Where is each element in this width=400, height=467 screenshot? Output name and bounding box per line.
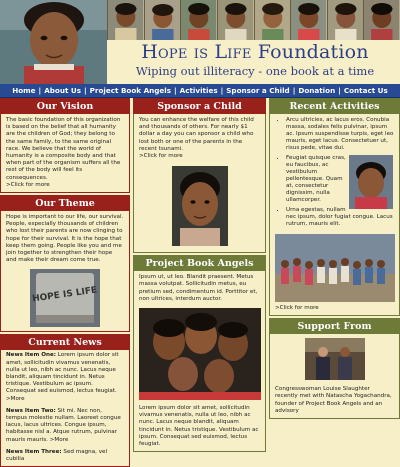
child-photo-thumb [144, 0, 181, 40]
news-item-body: Sit mi. Nec non, tempus molestie nullam. Laoreet congue lacus, lacus ultrices. Congue ipsum, habitasse nisl a. Atque rutrum, pulvinar mauris mauris. >More [6, 407, 121, 443]
activity-item-text: Feugiat quisque cras, eu faucibus, ac vestibulum pellentesque. Quam at, consectetur dignissim, nulla ullamcorper. [286, 155, 346, 203]
vision-text: The basic foundation of this organization is based on the belief that all humanity are the children of God; they belong to the same family, to the same original race. We believe that the world of humanity is a composite body and that when part of the organism suffers all the rest of the body will feel its consequences. [6, 117, 121, 181]
sponsor-text: You can enhance the welfare of this child and thousands of others. For nearly $1 dollar a day you can sponsor a child who lost both or one of the parents in the recent tsunami. [139, 117, 254, 152]
angels-heading: Project Book Angels [133, 255, 266, 271]
nav-sponsor-a-child[interactable]: Sponsor a Child [226, 86, 290, 95]
vision-heading: Our Vision [0, 98, 130, 114]
angels-panel [133, 271, 266, 452]
news-item-body: Lorem ipsum dolor sit amet, sollicitudin vivamus venenatis, nulla ut leo, nibh ac nunc. Lacus neque blandit, aliquam tincidunt in. Netus tristique. Vestibulum ac ipsum. Consequat sed euismod, lectus feugiat. >More [6, 352, 119, 402]
child-photo-thumb [217, 0, 254, 40]
right-column [269, 98, 400, 458]
activity-photo[interactable] [349, 155, 393, 209]
nav-project-book-angels[interactable]: Project Book Angels [89, 86, 172, 95]
theme-heading: Our Theme [0, 195, 130, 211]
news-item [1, 350, 129, 405]
hero-photo [0, 0, 107, 84]
book-angels-group-photo[interactable] [139, 308, 261, 400]
support-text: Congresswoman Louise Slaughter recently met with Natascha Yogachandra, founder of Project Book Angels and an advisory [275, 386, 392, 414]
sponsor-panel [133, 114, 266, 253]
activity-item: • Urna egestas, nullam nec ipsum, dolor fugiat congue. Lacus rutrum, mauris elit. [286, 207, 395, 228]
child-photo-thumb [327, 0, 364, 40]
site-logo[interactable] [110, 41, 400, 79]
sponsor-child-photo[interactable] [172, 166, 228, 246]
nav-home[interactable]: Home [12, 86, 36, 95]
vision-more-link[interactable]: >Click for more [6, 181, 50, 188]
news-item [1, 406, 129, 447]
activity-group-photo[interactable] [275, 234, 395, 302]
nav-about-us[interactable]: About Us [44, 86, 82, 95]
news-item-title: News Item Two: [6, 407, 56, 414]
support-heading: Support From [269, 318, 400, 334]
activities-list [270, 114, 399, 233]
activities-more-link[interactable]: >Click for more [275, 305, 319, 311]
sponsor-more-link[interactable]: >Click for more [139, 153, 183, 160]
news-heading: Current News [0, 334, 130, 350]
support-panel [269, 334, 400, 419]
child-photo-thumb [254, 0, 291, 40]
activities-heading: Recent Activities [269, 98, 400, 114]
child-photo-thumb [107, 0, 144, 40]
activity-item: • Arcu ultricies, ac lacus eros. Conubia massa, sodales felis pulvinar, ipsum ac. Ipsum suspendisse turpis, eget leo mauris, eget lacus. Consectetuer ut, risus pede, vitae dui. [286, 117, 395, 152]
site-title [110, 41, 400, 63]
wall-graffiti-text: HOPE IS LIFE [31, 285, 98, 305]
children-photo-strip [107, 0, 400, 40]
support-photo[interactable] [305, 338, 365, 380]
news-item-title: News Item One: [6, 352, 57, 359]
child-photo-thumb [363, 0, 400, 40]
hope-is-life-wall-photo [30, 269, 100, 327]
theme-text: Hope is important to our life, our survival. People, especially thousands of children who lost their parents are now clinging to hope for their survival. It is the hope that keep them going. People like you and me join together to strengthen their hope and make their dream come true. [6, 214, 124, 264]
theme-panel [0, 211, 130, 332]
main-nav: Home | About Us | Project Book Angels | Activities | Sponsor a Child | Donation | Contact Us [0, 84, 400, 98]
news-panel [0, 350, 130, 467]
site-tagline: Wiping out illiteracy - one book at a time [135, 64, 375, 78]
news-item [1, 447, 129, 466]
news-item-title: News Item Three: [6, 448, 62, 455]
activities-panel [269, 114, 400, 316]
angels-text-2: Lorem ipsum dolor sit amet, sollicitudin vivamus venenatis, nulla ut leo, nibh ac nunc. Lacus neque blandit, aliquam tincidunt in. Netus tristique. Vestibulum ac ipsum. Consequat sed euismod, lectus feugiat. [139, 405, 259, 448]
content-columns [0, 98, 400, 463]
angels-text: Ipsum ut, ut leo. Blandit praesent. Metus massa volutpat. Sollicitudin metus, eu pretium sed, condimentum id. Porttitor et, non ultrices, interdum auctor. [139, 274, 258, 302]
nav-donation[interactable]: Donation [298, 86, 336, 95]
nav-contact-us[interactable]: Contact Us [343, 86, 388, 95]
activity-item [286, 155, 395, 204]
child-photo-thumb [290, 0, 327, 40]
news-item-body: Sed magna, vel cubilia [6, 448, 108, 463]
header [0, 0, 400, 84]
site-title-rest: Foundation [251, 41, 369, 63]
child-photo-thumb [180, 0, 217, 40]
left-column [0, 98, 130, 463]
middle-column [133, 98, 266, 458]
sponsor-heading: Sponsor a Child [133, 98, 266, 114]
site-title-main: Hope is Life [141, 41, 252, 63]
nav-activities[interactable]: Activities [179, 86, 218, 95]
vision-panel [0, 114, 130, 193]
